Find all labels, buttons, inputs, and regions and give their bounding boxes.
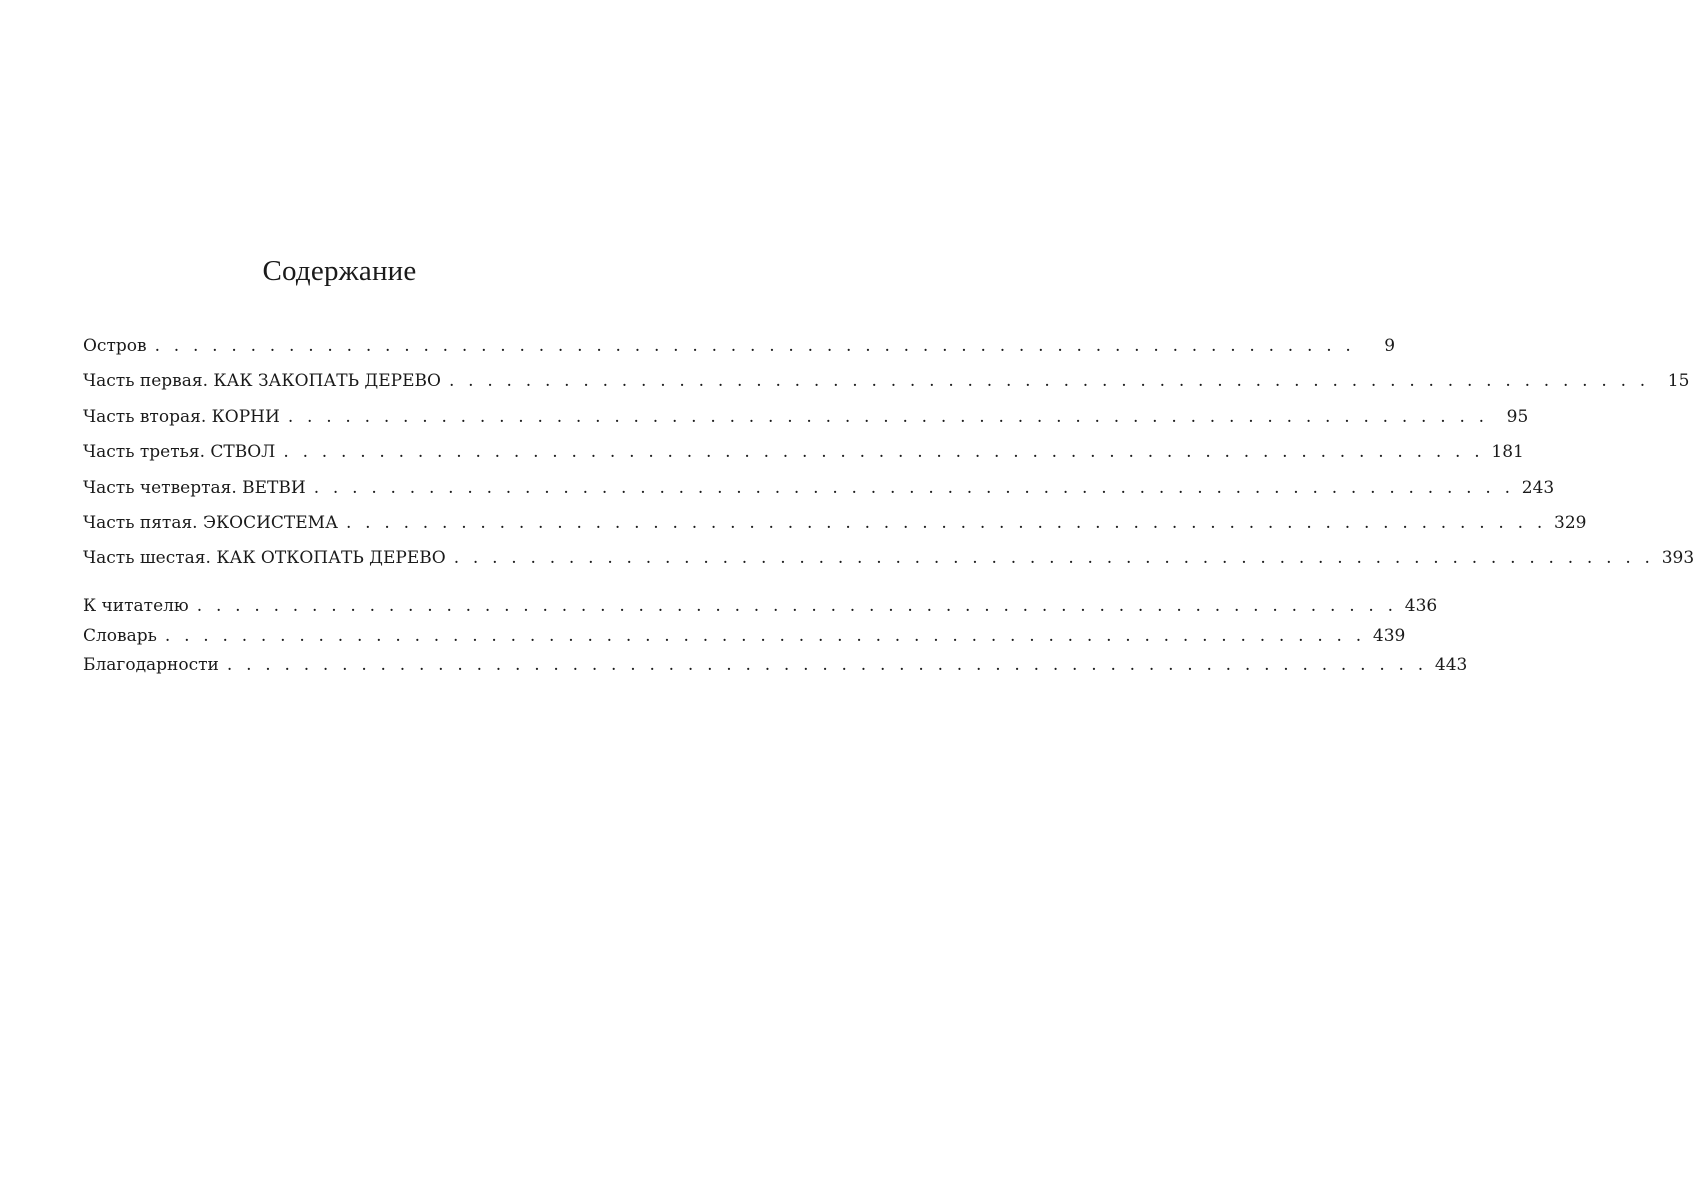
toc-entry <box>83 654 1468 676</box>
toc-entry <box>83 370 1690 392</box>
toc-leader-dots: . . . . . . . . . . . . . . . . . . . . . . . . . . . . . . . . . . . . . . . . . . . . . . . . . . . . . . . . . . . . . . . <box>283 442 1484 463</box>
toc-entry-label: Благодарности <box>83 655 219 675</box>
toc-entry-page: 9 <box>1384 336 1396 356</box>
toc-entry <box>83 547 1694 569</box>
toc-entry-page: 436 <box>1404 596 1438 616</box>
toc-entry <box>83 335 1396 357</box>
toc-leader-dots: . . . . . . . . . . . . . . . . . . . . . . . . . . . . . . . . . . . . . . . . . . . . . . . . . . . . . . . . . . . . . . . <box>453 548 1655 569</box>
toc-entry-label: Часть вторая. КОРНИ <box>83 406 280 427</box>
toc-leader-dots: . . . . . . . . . . . . . . . . . . . . . . . . . . . . . . . . . . . . . . . . . . . . . . . . . . . . . . . . . . . . . . . <box>345 512 1547 533</box>
toc-entry-page: 15 <box>1667 371 1690 392</box>
toc-entry <box>83 512 1587 534</box>
toc-entry <box>83 477 1555 499</box>
toc-entry <box>83 625 1406 647</box>
toc-leader-dots: . . . . . . . . . . . . . . . . . . . . . . . . . . . . . . . . . . . . . . . . . . . . . . . . . . . . . . . . . . . . . . . <box>313 477 1515 498</box>
toc-entry-label: Часть первая. КАК ЗАКОПАТЬ ДЕРЕВО <box>83 371 441 392</box>
toc-entry-label: Часть третья. СТВОЛ <box>83 442 276 463</box>
toc-entry-label: К читателю <box>83 596 189 616</box>
toc-leader-dots: . . . . . . . . . . . . . . . . . . . . . . . . . . . . . . . . . . . . . . . . . . . . . . . . . . . . . . . . . . . . . . . <box>154 336 1356 356</box>
page-title: Содержание <box>262 255 417 287</box>
toc-entry-label: Часть четвертая. ВЕТВИ <box>83 477 306 498</box>
toc-leader-dots: . . . . . . . . . . . . . . . . . . . . . . . . . . . . . . . . . . . . . . . . . . . . . . . . . . . . . . . . . . . . . . . <box>287 406 1489 427</box>
toc-entry-label: Часть шестая. КАК ОТКОПАТЬ ДЕРЕВО <box>83 548 446 569</box>
toc-entry-page: 329 <box>1554 512 1587 533</box>
toc-entry-label: Словарь <box>83 625 157 646</box>
toc-main-group <box>83 335 1694 583</box>
toc-entry-page: 95 <box>1506 406 1529 427</box>
toc-entry-page: 243 <box>1521 477 1555 498</box>
toc-entry-page: 393 <box>1661 548 1694 569</box>
toc-entry-page: 181 <box>1491 442 1524 463</box>
toc-entry-label: Часть пятая. ЭКОСИСТЕМА <box>83 512 338 533</box>
toc-leader-dots: . . . . . . . . . . . . . . . . . . . . . . . . . . . . . . . . . . . . . . . . . . . . . . . . . . . . . . . . . . . . . . . <box>164 625 1366 646</box>
toc-entry <box>83 441 1524 463</box>
toc-entry <box>83 406 1529 428</box>
toc-leader-dots: . . . . . . . . . . . . . . . . . . . . . . . . . . . . . . . . . . . . . . . . . . . . . . . . . . . . . . . . . . . . . . . <box>448 371 1650 392</box>
toc-leader-dots: . . . . . . . . . . . . . . . . . . . . . . . . . . . . . . . . . . . . . . . . . . . . . . . . . . . . . . . . . . . . . . . <box>226 655 1428 675</box>
toc-entry-page: 443 <box>1434 655 1468 675</box>
toc-entry <box>83 595 1438 617</box>
toc-entry-page: 439 <box>1372 625 1406 646</box>
toc-back-matter-group <box>83 595 1468 684</box>
toc-entry-label: Остров <box>83 336 147 356</box>
toc-leader-dots: . . . . . . . . . . . . . . . . . . . . . . . . . . . . . . . . . . . . . . . . . . . . . . . . . . . . . . . . . . . . . . . <box>196 596 1398 616</box>
